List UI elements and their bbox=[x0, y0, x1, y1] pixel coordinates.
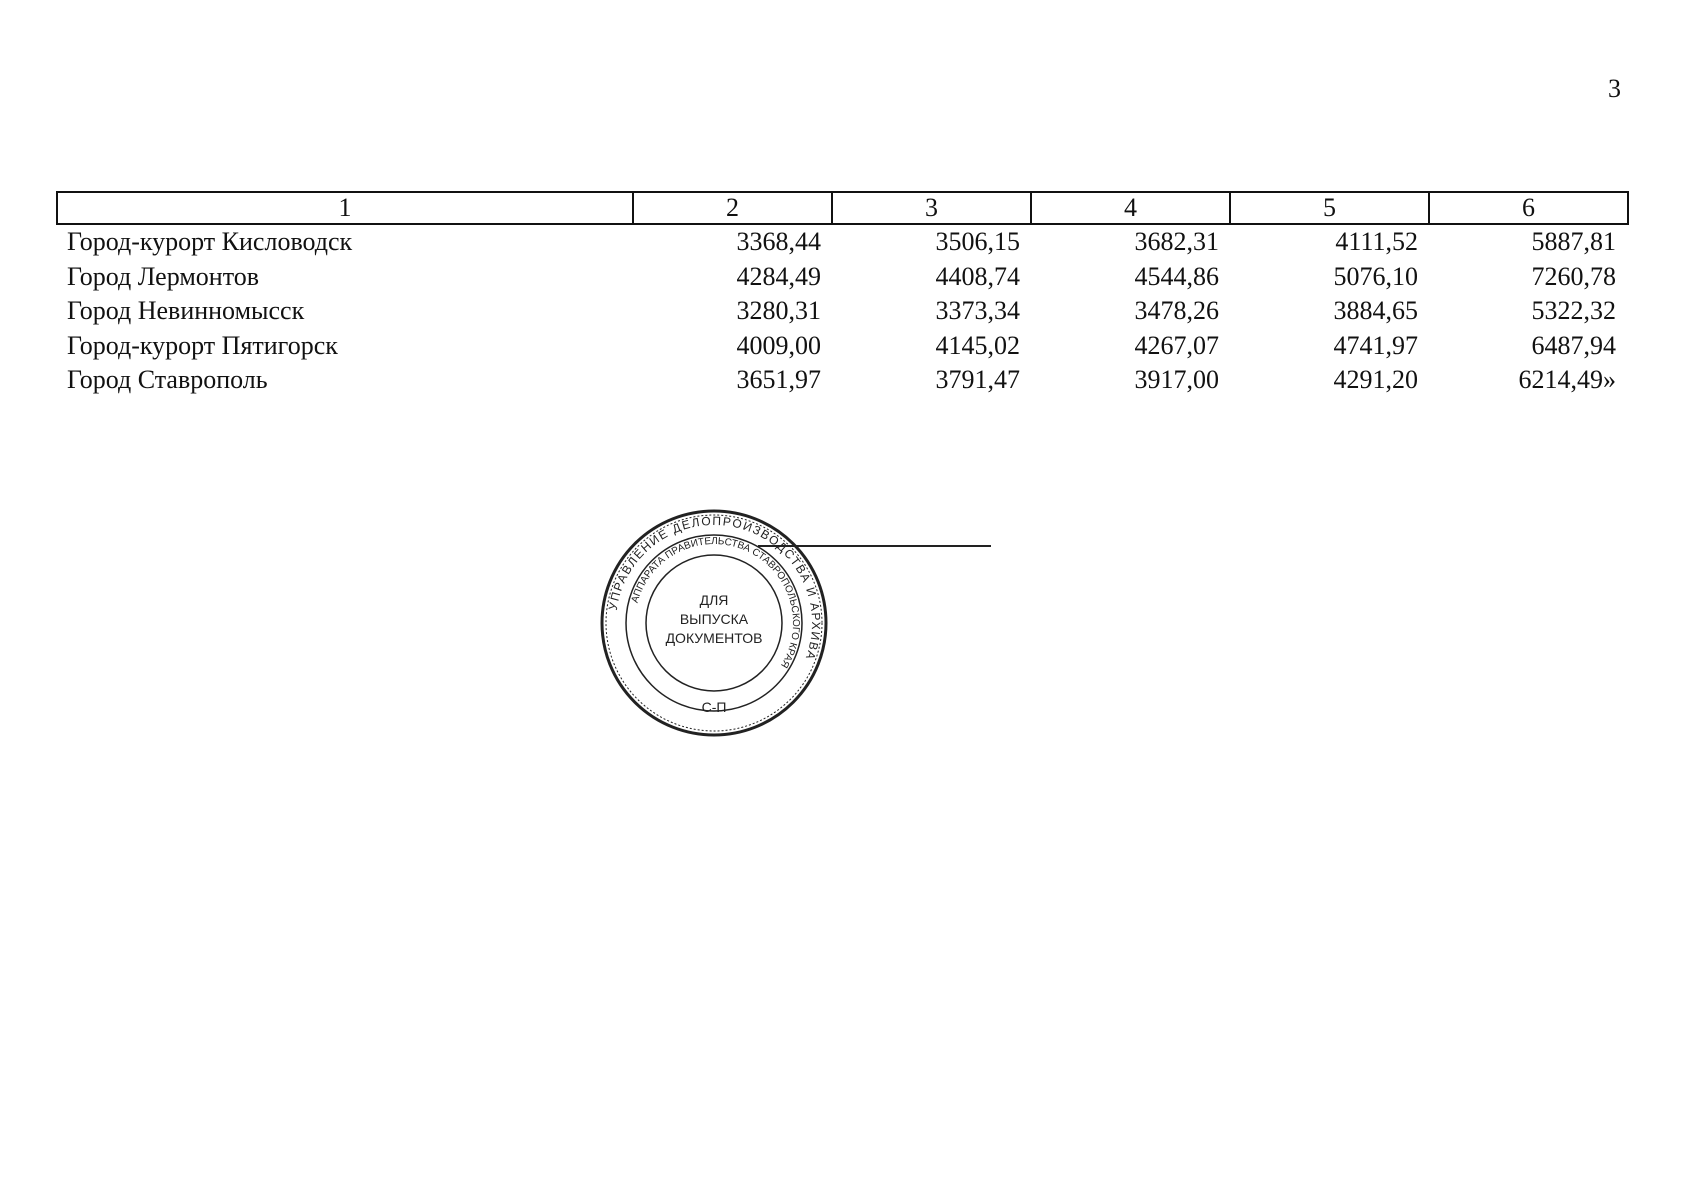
column-header: 6 bbox=[1429, 192, 1628, 224]
value-cell: 4111,52 bbox=[1335, 227, 1418, 256]
city-name-cell: Город Лермонтов bbox=[67, 261, 259, 291]
value-cell: 3280,31 bbox=[736, 296, 821, 325]
table-row bbox=[57, 294, 1628, 329]
value-cell: 4267,07 bbox=[1134, 330, 1219, 360]
value-cell: 6487,94 bbox=[1531, 330, 1616, 360]
column-header: 1 bbox=[57, 192, 633, 224]
value-cell: 3917,00 bbox=[1134, 365, 1219, 394]
value-cell: 3791,47 bbox=[935, 365, 1020, 394]
value-cell: 3651,97 bbox=[736, 365, 821, 394]
value-cell: 4009,00 bbox=[736, 330, 821, 360]
page-number: 3 bbox=[1608, 74, 1621, 103]
column-header: 4 bbox=[1031, 192, 1230, 224]
value-cell: 5322,32 bbox=[1531, 296, 1616, 325]
data-table bbox=[56, 191, 1629, 398]
city-name-cell: Город-курорт Кисловодск bbox=[67, 227, 353, 256]
value-cell: 4284,49 bbox=[736, 261, 821, 291]
table-row bbox=[57, 329, 1628, 364]
value-cell: 3682,31 bbox=[1134, 227, 1219, 256]
stamp-center-line: ДОКУМЕНТОВ bbox=[665, 630, 763, 646]
value-cell: 6214,49» bbox=[1518, 365, 1616, 394]
value-cell: 3506,15 bbox=[935, 227, 1020, 256]
value-cell: 3368,44 bbox=[736, 227, 821, 256]
table-row bbox=[57, 260, 1628, 295]
value-cell: 4408,74 bbox=[935, 261, 1020, 291]
value-cell: 4145,02 bbox=[935, 330, 1020, 360]
table-row bbox=[57, 224, 1628, 260]
value-cell: 3884,65 bbox=[1333, 296, 1418, 325]
value-cell: 4741,97 bbox=[1333, 330, 1418, 360]
signature-line bbox=[758, 545, 991, 547]
stamp-center-line: ВЫПУСКА bbox=[679, 611, 749, 627]
city-name-cell: Город Невинномысск bbox=[67, 296, 305, 325]
city-name-cell: Город Ставрополь bbox=[67, 365, 268, 394]
table-header-row bbox=[57, 192, 1628, 224]
value-cell: 3478,26 bbox=[1134, 296, 1219, 325]
table-row bbox=[57, 363, 1628, 398]
column-header: 5 bbox=[1230, 192, 1429, 224]
value-cell: 7260,78 bbox=[1531, 261, 1616, 291]
stamp-center-line: ДЛЯ bbox=[699, 592, 729, 608]
stamp-seal-icon bbox=[596, 505, 832, 741]
stamp-outer-text: УПРАВЛЕНИЕ ДЕЛОПРОИЗВОДСТВА И АРХИВА bbox=[605, 513, 824, 663]
value-cell: 5887,81 bbox=[1531, 227, 1616, 256]
stamp-inner-ring-text: АППАРАТА ПРАВИТЕЛЬСТВА СТАВРОПОЛЬСКОГО КРАЯ bbox=[629, 535, 802, 670]
column-header: 2 bbox=[633, 192, 832, 224]
stamp-code: С-П bbox=[701, 699, 727, 715]
value-cell: 5076,10 bbox=[1333, 261, 1418, 291]
value-cell: 3373,34 bbox=[935, 296, 1020, 325]
value-cell: 4291,20 bbox=[1333, 365, 1418, 394]
official-stamp bbox=[596, 505, 832, 741]
column-header: 3 bbox=[832, 192, 1031, 224]
city-name-cell: Город-курорт Пятигорск bbox=[67, 330, 338, 360]
value-cell: 4544,86 bbox=[1134, 261, 1219, 291]
